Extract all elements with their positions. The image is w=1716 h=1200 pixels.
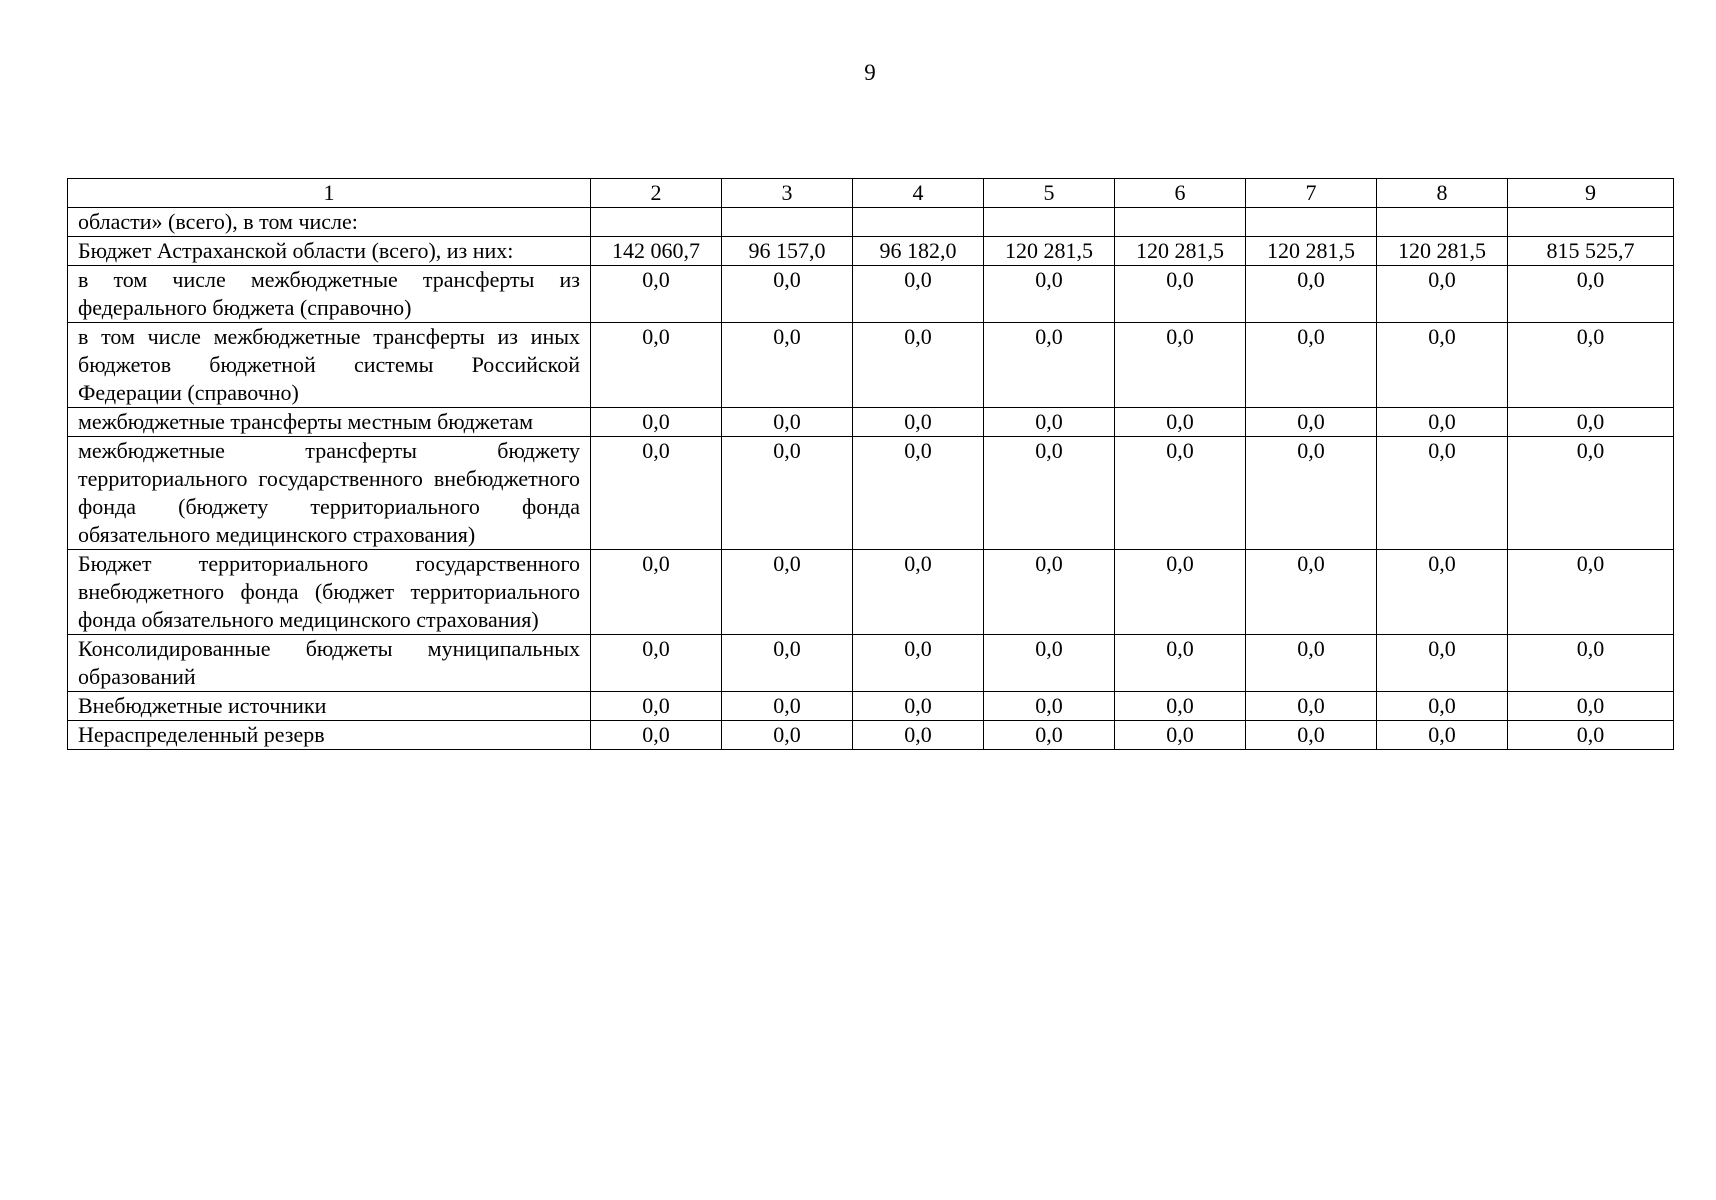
row-value bbox=[1115, 208, 1246, 237]
row-value bbox=[853, 208, 984, 237]
row-value: 0,0 bbox=[722, 692, 853, 721]
row-value: 96 157,0 bbox=[722, 237, 853, 266]
row-value: 0,0 bbox=[1115, 266, 1246, 323]
budget-table bbox=[67, 178, 1674, 750]
row-value: 0,0 bbox=[1246, 408, 1377, 437]
row-value: 0,0 bbox=[984, 550, 1115, 635]
row-value: 0,0 bbox=[591, 721, 722, 750]
row-value: 0,0 bbox=[1377, 721, 1508, 750]
row-value: 0,0 bbox=[1377, 408, 1508, 437]
page-number: 9 bbox=[864, 60, 876, 85]
row-value: 0,0 bbox=[591, 692, 722, 721]
row-value: 0,0 bbox=[984, 408, 1115, 437]
row-value: 815 525,7 bbox=[1508, 237, 1674, 266]
row-value: 0,0 bbox=[853, 721, 984, 750]
row-value: 0,0 bbox=[1508, 323, 1674, 408]
row-value: 0,0 bbox=[722, 635, 853, 692]
column-header: 4 bbox=[853, 179, 984, 208]
row-label: Бюджет Астраханской области (всего), из них: bbox=[68, 237, 591, 266]
table-row bbox=[68, 437, 1674, 550]
row-value: 0,0 bbox=[1115, 550, 1246, 635]
row-value: 0,0 bbox=[1246, 323, 1377, 408]
row-label: межбюджетные трансферты бюджету территориального государственного внебюджетного фонда (бюджету территориального фонда обязательного медицинского страхования) bbox=[68, 437, 591, 550]
column-header: 9 bbox=[1508, 179, 1674, 208]
row-label: Нераспределенный резерв bbox=[68, 721, 591, 750]
row-value bbox=[1377, 208, 1508, 237]
row-value: 0,0 bbox=[1508, 721, 1674, 750]
row-value: 0,0 bbox=[1508, 408, 1674, 437]
row-value: 0,0 bbox=[984, 721, 1115, 750]
column-header: 3 bbox=[722, 179, 853, 208]
row-value: 96 182,0 bbox=[853, 237, 984, 266]
row-value: 0,0 bbox=[1377, 323, 1508, 408]
row-value: 0,0 bbox=[1246, 635, 1377, 692]
row-value: 0,0 bbox=[1115, 323, 1246, 408]
row-value: 0,0 bbox=[722, 323, 853, 408]
row-value: 0,0 bbox=[722, 437, 853, 550]
row-value: 0,0 bbox=[853, 692, 984, 721]
row-value: 0,0 bbox=[1377, 692, 1508, 721]
row-value: 0,0 bbox=[853, 408, 984, 437]
row-value bbox=[591, 208, 722, 237]
row-label: Внебюджетные источники bbox=[68, 692, 591, 721]
row-value: 0,0 bbox=[853, 635, 984, 692]
row-value: 0,0 bbox=[722, 266, 853, 323]
column-header: 2 bbox=[591, 179, 722, 208]
row-value: 0,0 bbox=[1246, 721, 1377, 750]
column-header: 6 bbox=[1115, 179, 1246, 208]
row-label: межбюджетные трансферты местным бюджетам bbox=[68, 408, 591, 437]
row-value: 120 281,5 bbox=[984, 237, 1115, 266]
row-value: 0,0 bbox=[984, 635, 1115, 692]
row-value: 0,0 bbox=[1377, 437, 1508, 550]
row-label: области» (всего), в том числе: bbox=[68, 208, 591, 237]
table-header-row bbox=[68, 179, 1674, 208]
row-value: 0,0 bbox=[853, 437, 984, 550]
table-row bbox=[68, 692, 1674, 721]
table-row bbox=[68, 635, 1674, 692]
row-value bbox=[984, 208, 1115, 237]
row-value: 0,0 bbox=[984, 266, 1115, 323]
table-row bbox=[68, 323, 1674, 408]
row-value: 0,0 bbox=[591, 635, 722, 692]
row-value bbox=[1508, 208, 1674, 237]
row-value: 0,0 bbox=[1246, 266, 1377, 323]
row-value: 0,0 bbox=[1246, 692, 1377, 721]
row-value: 0,0 bbox=[853, 550, 984, 635]
row-value: 0,0 bbox=[591, 323, 722, 408]
row-label: Консолидированные бюджеты муниципальных образований bbox=[68, 635, 591, 692]
row-label: в том числе межбюджетные трансферты из иных бюджетов бюджетной системы Российской Федерации (справочно) bbox=[68, 323, 591, 408]
table-row bbox=[68, 208, 1674, 237]
row-value: 120 281,5 bbox=[1377, 237, 1508, 266]
row-value: 0,0 bbox=[853, 323, 984, 408]
row-value: 142 060,7 bbox=[591, 237, 722, 266]
row-value: 0,0 bbox=[984, 323, 1115, 408]
row-value: 0,0 bbox=[1115, 437, 1246, 550]
row-value: 0,0 bbox=[591, 266, 722, 323]
column-header: 1 bbox=[68, 179, 591, 208]
row-value: 0,0 bbox=[1508, 550, 1674, 635]
row-value: 0,0 bbox=[1246, 437, 1377, 550]
row-value: 0,0 bbox=[1508, 437, 1674, 550]
column-header: 5 bbox=[984, 179, 1115, 208]
row-value: 0,0 bbox=[1377, 266, 1508, 323]
row-value: 0,0 bbox=[1115, 635, 1246, 692]
row-value: 0,0 bbox=[853, 266, 984, 323]
row-value: 0,0 bbox=[1508, 692, 1674, 721]
column-header: 7 bbox=[1246, 179, 1377, 208]
row-value: 0,0 bbox=[722, 721, 853, 750]
row-value: 0,0 bbox=[984, 437, 1115, 550]
row-label: Бюджет территориального государственного внебюджетного фонда (бюджет территориального фонда обязательного медицинского страхования) bbox=[68, 550, 591, 635]
row-value: 0,0 bbox=[1115, 721, 1246, 750]
row-value: 0,0 bbox=[1508, 266, 1674, 323]
row-value: 0,0 bbox=[591, 550, 722, 635]
row-value bbox=[1246, 208, 1377, 237]
row-value: 0,0 bbox=[1115, 692, 1246, 721]
row-value: 0,0 bbox=[984, 692, 1115, 721]
row-value: 0,0 bbox=[1377, 635, 1508, 692]
row-value: 0,0 bbox=[722, 550, 853, 635]
row-value: 0,0 bbox=[591, 437, 722, 550]
row-value: 0,0 bbox=[1508, 635, 1674, 692]
column-header: 8 bbox=[1377, 179, 1508, 208]
row-label: в том числе межбюджетные трансферты из федерального бюджета (справочно) bbox=[68, 266, 591, 323]
table-row bbox=[68, 721, 1674, 750]
row-value: 0,0 bbox=[591, 408, 722, 437]
row-value: 120 281,5 bbox=[1246, 237, 1377, 266]
row-value: 0,0 bbox=[722, 408, 853, 437]
row-value: 120 281,5 bbox=[1115, 237, 1246, 266]
row-value: 0,0 bbox=[1115, 408, 1246, 437]
table-row bbox=[68, 408, 1674, 437]
table-row bbox=[68, 550, 1674, 635]
row-value bbox=[722, 208, 853, 237]
table-row bbox=[68, 266, 1674, 323]
table-row bbox=[68, 237, 1674, 266]
row-value: 0,0 bbox=[1246, 550, 1377, 635]
row-value: 0,0 bbox=[1377, 550, 1508, 635]
